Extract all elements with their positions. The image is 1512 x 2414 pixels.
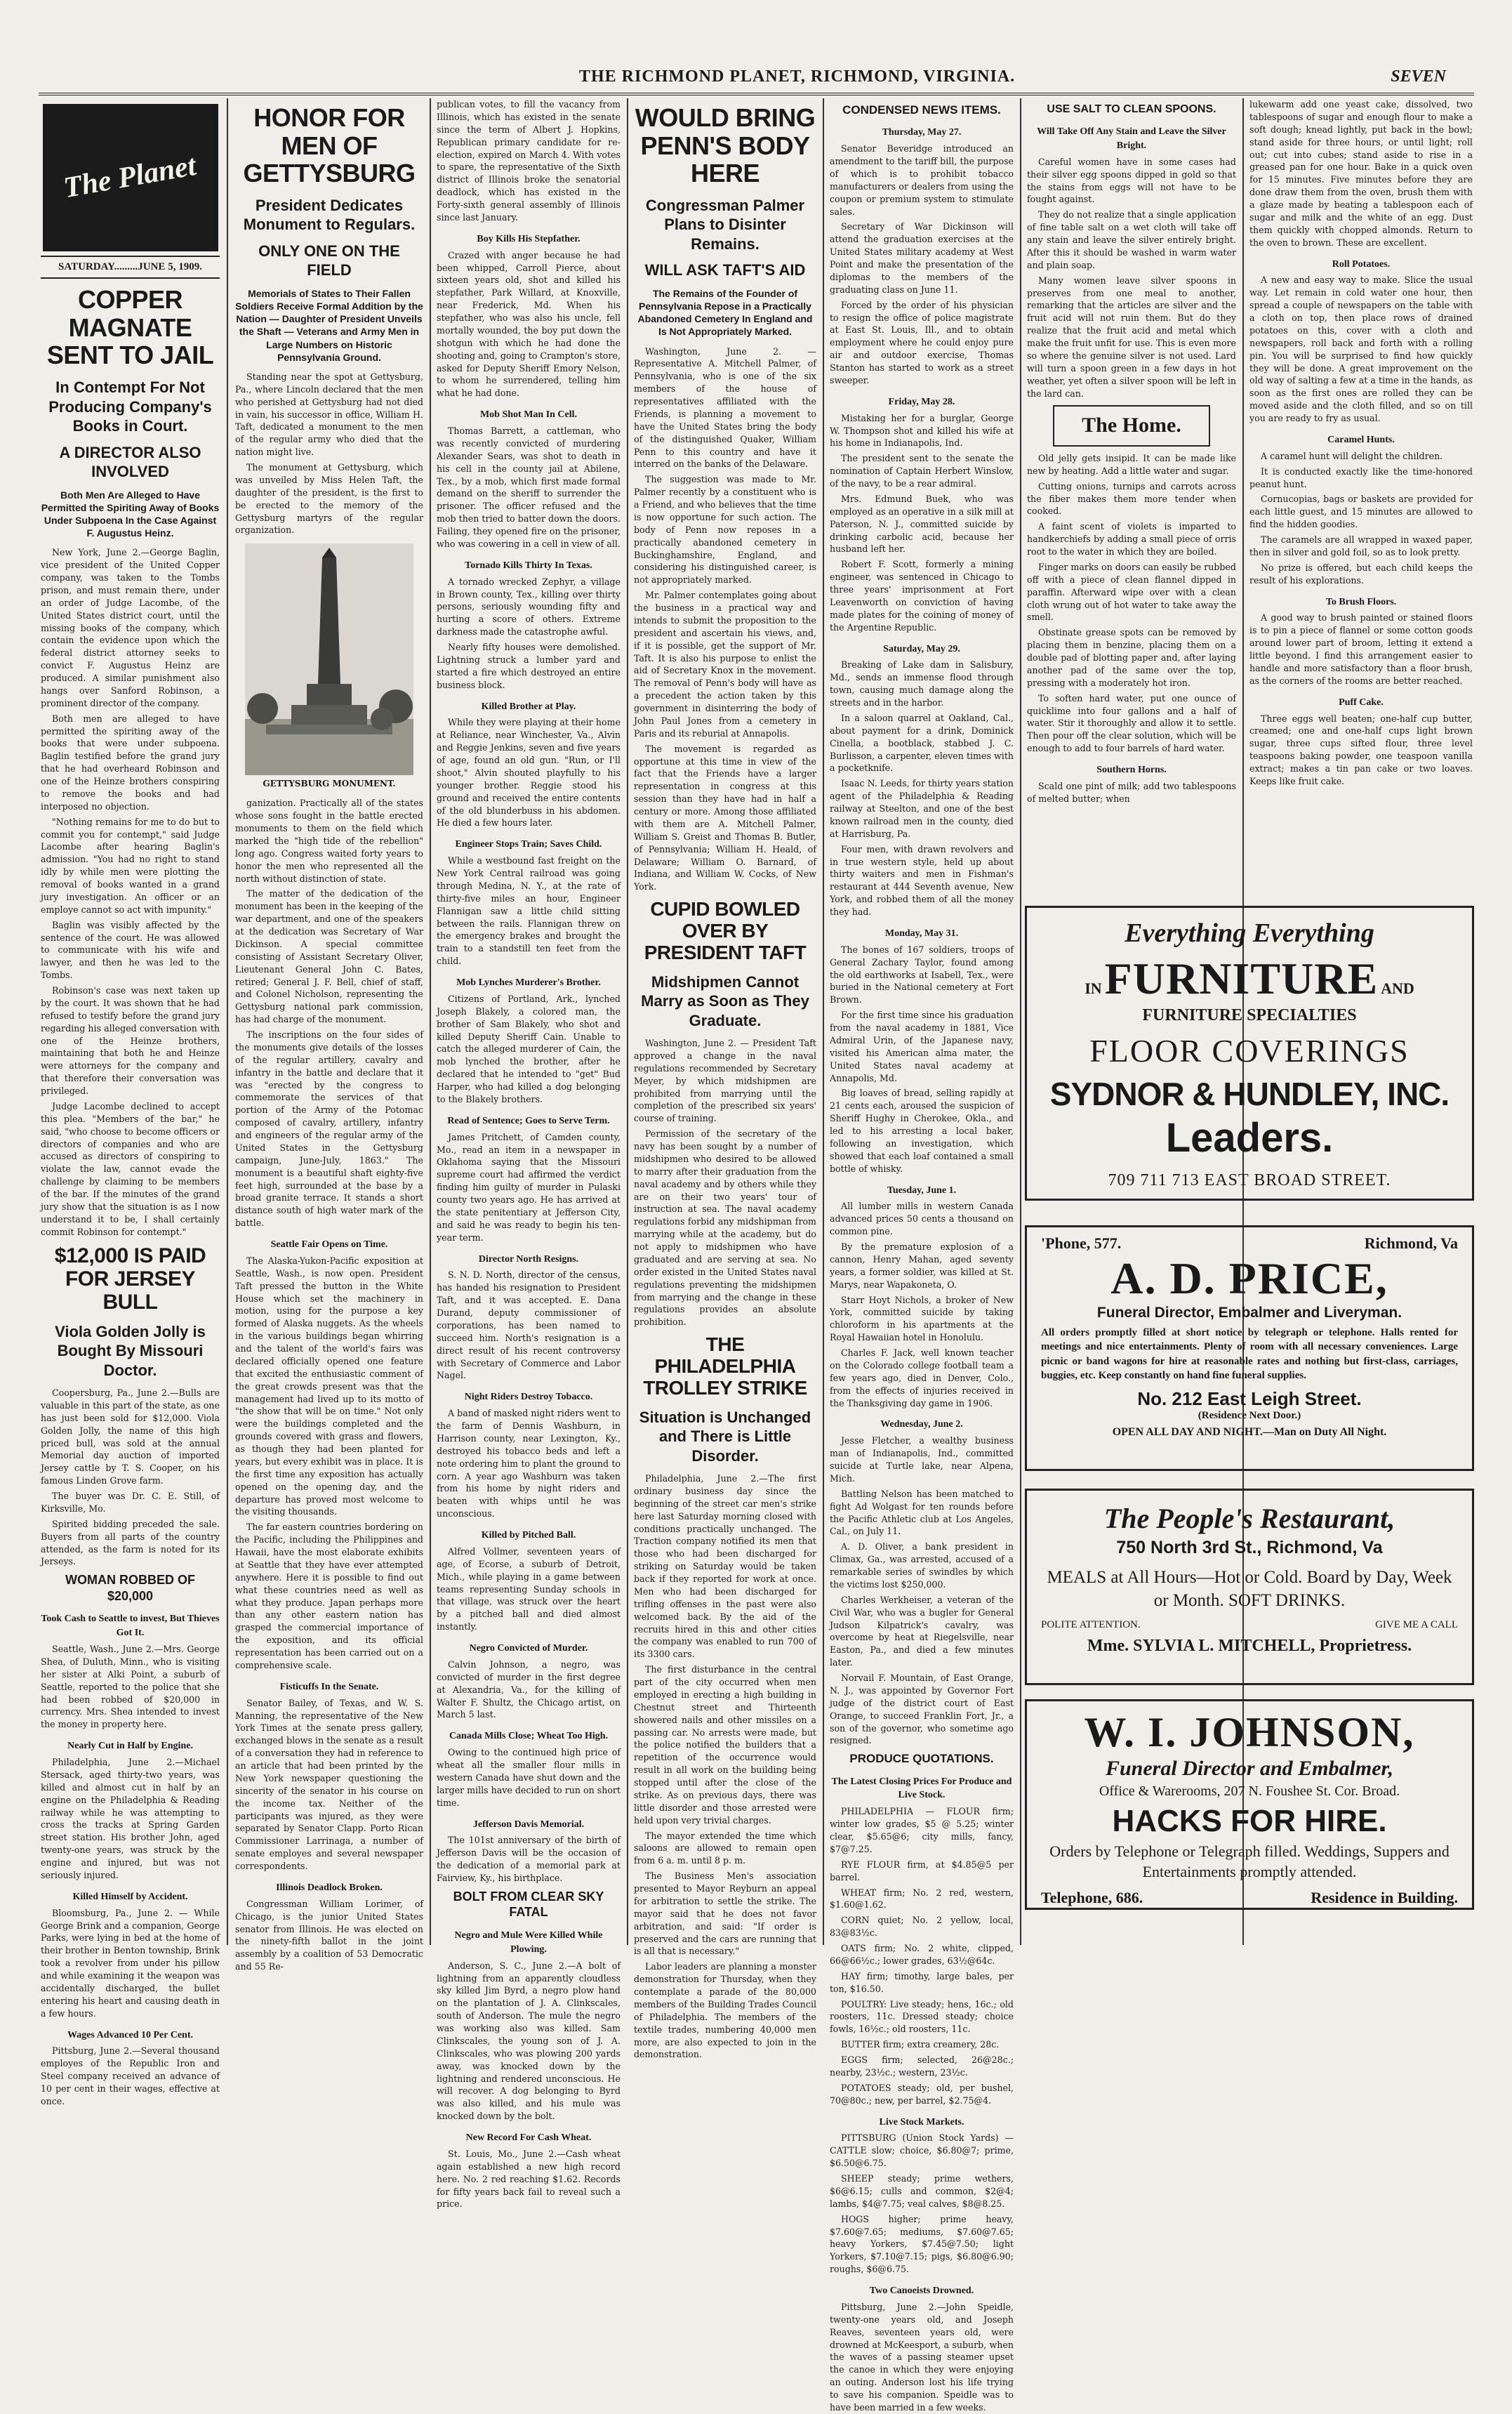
ad-line: AND xyxy=(1381,980,1414,997)
article-paragraph: While a westbound fast freight on the New York Central railroad was going through Medina, N. Y., at the rate of thirty-five miles an hour, Engineer Flannigan saw a little child sitting between the rails. Flannigan threw on the emergency brakes and brought the train to a standstill ten feet from the child. xyxy=(437,855,621,967)
article-paragraph: The Alaska-Yukon-Pacific exposition at Seattle, Wash., is now open. President Taft pressed the button in the White House which set the machinery in motion, using for the purpose a key formed of Alaska nuggets. As the wheels in the various buildings began whirring and the talent of the world's fairs was declared officially opened one feature that excited the enthusiastic comment of the great crowds present was that the management had lived up to its motto of "the show that will be on time." Not only were the buildings completed and the grounds covered with grass and flowers, as though they had been planted for years, but every exhibit was in place. It is the first time any exposition has actually opened on the opening day, and the departure has proved most welcome to the visiting thousands. xyxy=(235,1255,423,1517)
news-item: A. D. Oliver, a bank president in Climax, Ga., was arrested, accused of a remarkable series of swindles by which the victims lost $250,000. xyxy=(830,1541,1014,1590)
article-paragraph: A tornado wrecked Zephyr, a village in Brown county, Tex., killing over thirty persons, seriously wounding fifty and hurting a score of others. Extreme darkness made the catastrophe awful. xyxy=(437,576,621,638)
article-paragraph: The 101st anniversary of the birth of Jefferson Davis will be the occasion of the dedication of a memorial park at Fairview, Ky., his birthplace. xyxy=(437,1835,621,1883)
ad-line: IN xyxy=(1085,980,1102,997)
ad-line: Orders by Telephone or Telegraph filled. Weddings, Suppers and Entertainments promptly attended. xyxy=(1049,1842,1450,1880)
article-paragraph: A new and easy way to make. Slice the usual way. Let remain in cold water one hour, then spread a couple of newspapers on the table with a cloth on top, then place rows of drained potatoes on this, cover with a cloth and newspapers, roll back and forth with a rolling pin. You will be surprised to find how quickly they will be done. A great improvement on the old way of salting a few at a time in the hands, as soon as the first ones are rolled they can be moved aside and the cloth filled, and so on till you are ready to fry as usual. xyxy=(1249,275,1473,423)
article-paragraph: Congressman William Lorimer, of Chicago, is the junior United States senator from Illinois. He was elected on the ninety-fifth ballot in the joint assembly by a coalition of 53 Democratic and 55 Re- xyxy=(235,1898,423,1972)
section-title: PRODUCE QUOTATIONS. xyxy=(849,1752,994,1766)
headline: $12,000 IS PAID FOR JERSEY BULL xyxy=(54,1244,206,1314)
ad-line: All orders promptly filled at short notice by telegraph or telephone. Halls rented for meetings and nice entertainments. Plenty of room with all necessary conveniences. Large picnic or band wagons for hire at reasonable rates and nothing but first-class, carriages, buggies, etc. Keep constantly on hand fine funeral supplies. xyxy=(1041,1327,1458,1381)
deck: Took Cash to Seattle to invest, But Thieves Got It. xyxy=(41,1614,220,1639)
article-paragraph: Anderson, S. C., June 2.—A bolt of lightning from an apparently cloudless sky killed Jim Byrd, a negro plow hand on the plantation of J. A. Clinkscales, south of Anderson. The mule the negro was working also was killed. Sam Clinkscales, the young son of J. A. Clinkscales, who was plowing 200 yards away, was knocked down by the lightning and rendered unconscious. He will recover. A dog belonging to Byrd was also killed, and his mule was knocked down by the bolt. xyxy=(437,1960,621,2122)
ad-line: SYDNOR & HUNDLEY, INC. xyxy=(1049,1076,1450,1112)
article-paragraph: Both men are alleged to have permitted the spiriting away of the books that were under subpoena. Baglin testified before the grand jury that he had overheard Robinson and one of the Heinze brothers conspiring to remove the books and had interposed no objection. xyxy=(41,713,220,812)
article-paragraph: Finger marks on doors can easily be rubbed off with a piece of clean flannel dipped in paraffin. Afterward wipe over with a clean cloth wrung out of hot water to take away the smell. xyxy=(1027,561,1236,623)
article-paragraph: The movement is regarded as opportune at this time in view of the fact that the Friends have a larger representation in congress at this session than they have had in half a century or more. Among those affiliated with them are A. Mitchell Palmer, William S. Greist and Thomas B. Butler, of Pennsylvania; William H. Heald, of Delaware; William O. Barnard, of Indiana, and William W. Cocks, of New York. xyxy=(634,743,816,892)
column-rule xyxy=(1020,98,1021,1945)
subheadline: President Dedicates Monument to Regulars. xyxy=(243,196,416,234)
column-6 xyxy=(1027,98,1236,892)
column-rule xyxy=(627,98,628,1945)
article-paragraph: Coopersburg, Pa., June 2.—Bulls are valuable in this part of the state, as one has just been sold for $12,000. Viola Golden Jolly, the name of this high priced bull, was sold at the annual Memorial day auction of imported Jersey cattle by T. S. Cooper, on his famous Linden Grove farm. xyxy=(41,1387,220,1486)
masthead xyxy=(39,65,1474,95)
ad-line: GIVE ME A CALL xyxy=(1375,1619,1458,1630)
ad-line: FLOOR COVERINGS xyxy=(1089,1033,1410,1069)
article-paragraph: It is conducted exactly like the time-honored peanut hunt. xyxy=(1249,466,1473,489)
ad-line: OPEN ALL DAY AND NIGHT.—Man on Duty All Night. xyxy=(1112,1426,1387,1438)
deck: The Latest Closing Prices For Produce and Live Stock. xyxy=(831,1776,1012,1801)
section-heading: Wages Advanced 10 Per Cent. xyxy=(67,2029,193,2040)
subheadline: Congressman Palmer Plans to Disinter Remains. xyxy=(645,196,805,253)
article-paragraph: Three eggs well beaten; one-half cup butter, creamed; one and one-half cups light brown sugar, three cups sifted flour, three level teaspoons baking powder, one teaspoon vanilla extract; makes a tin pan cake or two loaves. Keeps like fruit cake. xyxy=(1249,713,1473,786)
quote-line: PHILADELPHIA — FLOUR firm; winter low grades, $5 @ 5.25; winter clear, $5.65@6; city mills, fancy, $7@7.25. xyxy=(830,1806,1014,1854)
quote-line: WHEAT firm; No. 2 red, western, $1.60@1.62. xyxy=(830,1887,1014,1911)
news-item: Robert F. Scott, formerly a mining engineer, was sentenced in Chicago to three years' imprisonment at Fort Leavenworth on conviction of having made plates for the coining of money of the Argentine Republic. xyxy=(830,559,1014,633)
article-paragraph: The caramels are all wrapped in waxed paper, then in silver and gold foil, so as to look pretty. xyxy=(1249,534,1473,558)
quote-line: RYE FLOUR firm, at $4.85@5 per barrel. xyxy=(830,1859,1014,1882)
headline: THE PHILADELPHIA TROLLEY STRIKE xyxy=(643,1333,807,1399)
article-paragraph: The Business Men's association presented to Mayor Reyburn an appeal for arbitration to settle the strike. The mayor said that he does not favor arbitration, and said: "If order is preserved and the cars are running that is all that is necessary." xyxy=(634,1871,816,1957)
section-heading: Tornado Kills Thirty In Texas. xyxy=(465,560,592,571)
section-heading: Director North Resigns. xyxy=(478,1253,579,1265)
article-paragraph: Scald one pint of milk; add two tablespoons of melted butter; when xyxy=(1027,780,1236,804)
date-heading: Thursday, May 27. xyxy=(882,127,962,138)
section-heading: Nearly Cut in Half by Engine. xyxy=(67,1741,193,1752)
section-heading: Two Canoeists Drowned. xyxy=(869,2286,974,2296)
headline: WOMAN ROBBED OF $20,000 xyxy=(65,1573,195,1603)
article-paragraph: Citizens of Portland, Ark., lynched Joseph Blakely, a colored man, the brother of Sam Blakely, who shot and killed Deputy Sheriff Cain. Unable to catch the alleged murderer of Cain, the mob lynched the brother, after he declared that he intended to "get" Bud Harper, who had killed a dog belonging to the Blakely brothers. xyxy=(437,993,621,1104)
image-caption: GETTYSBURG MONUMENT. xyxy=(263,779,396,789)
quote-line: EGGS firm; selected, 26@28c.; nearby, 23½c.; western, 23½c. xyxy=(830,2054,1014,2078)
quote-line: OATS firm; No. 2 white, clipped, 66@66½c.; lower grades, 63½@64c. xyxy=(830,1943,1014,1966)
quote-line: POULTRY: Live steady; hens, 16c.; old roosters, 11c. Dressed steady; choice fowls, 16½c.; old roosters, 11c. xyxy=(830,1998,1014,2035)
gettysburg-monument-illustration xyxy=(245,543,413,775)
section-heading: Boy Kills His Stepfather. xyxy=(477,233,581,244)
article-paragraph: Cutting onions, turnips and carrots across the fiber makes them more tender when cooked. xyxy=(1027,480,1236,517)
section-heading: Mob Shot Man In Cell. xyxy=(479,409,578,421)
article-paragraph: The matter of the dedication of the monument has been in the keeping of the war department, and one of the speakers at the dedication was Secretary of War Dickinson. A special committee consisting of Assistant Secretary Oliver, Lieutenant General John C. Bates, retired; General J. F. Bell, chief of staff, and Colonel Nicholson, representing the Gettysburg national park commission, has had charge of the monument. xyxy=(235,888,423,1025)
section-heading: Caramel Hunts. xyxy=(1327,434,1395,445)
article-paragraph: Standing near the spot at Gettysburg, Pa., where Lincoln declared that the men who perished at Gettysburg had not died in vain, his successor in office, William H. Taft, dedicated a monument to the men of the regular army who died that the nation might live. xyxy=(235,371,423,458)
article-paragraph: Permission of the secretary of the navy has been sought by a number of midshipmen who desired to be allowed to marry after their graduation from the naval academy and by others while they are on their two years' tour of instruction at sea. The naval academy regulations forbid any midshipman from marrying while at the academy, but do not apply to midshipmen who have graduated and are serving at sea. No order existed in the United States naval regulations preventing the midshipmen from marrying and the change in these regulations provides an absolute prohibition. xyxy=(634,1128,816,1328)
section-heading: Mob Lynches Murderer's Brother. xyxy=(456,977,601,988)
date-heading: Tuesday, June 1. xyxy=(887,1185,957,1196)
article-paragraph: The buyer was Dr. C. E. Still, of Kirksville, Mo. xyxy=(41,1491,220,1514)
article-paragraph: Bloomsburg, Pa., June 2. — While George Brink and a companion, George Parks, were lying in bed at the home of their brother in Benton township, Brink took a revolver from under his pillow and while examining it the weapon was accidentally discharged, the bullet entering his heart and causing death in a few hours. xyxy=(41,1907,220,2019)
ad-line: Residence in Building. xyxy=(1311,1889,1458,1907)
article-paragraph: Seattle, Wash., June 2.—Mrs. George Shea, of Duluth, Minn., who is visiting her sister at Alki Point, a suburb of Seattle, reported to the police that she had been robbed of $20,000 in currency. Mrs. Shea intended to invest the money in property here. xyxy=(41,1644,220,1730)
column-rule xyxy=(430,98,431,1945)
ad-line: Leaders. xyxy=(1165,1115,1334,1161)
news-item: Battling Nelson has been matched to fight Ad Wolgast for ten rounds before the Pacific Athletic club at Los Angeles, Cal., on July 11. xyxy=(830,1488,1014,1537)
article-paragraph: A caramel hunt will delight the children. xyxy=(1261,450,1443,461)
ad-line: Richmond, Va xyxy=(1364,1234,1458,1252)
article-paragraph: A band of masked night riders went to the farm of Dennis Washburn, in Harrison county, near Lexington, Ky., destroyed his tobacco beds and left a note ordering him to plant the ground to corn. A year ago Washburn was taken from his home by night riders and beaten with whips until he was unconscious. xyxy=(437,1408,621,1519)
deck: Will Take Off Any Stain and Leave the Silver Bright. xyxy=(1037,126,1226,151)
news-item: Norvail F. Mountain, of East Orange, N. J., was appointed by Governor Fort judge of the district court of East Orange, to succeed Franklin Fort, Jr., a son of the governor, who sometime ago resigned. xyxy=(830,1673,1014,1746)
article-paragraph: Robinson's case was next taken up by the court. It was shown that he had refused to testify before the grand jury regarding his alleged conversation with one of the Heinze brothers, maintaining that both he and Heinze were attorneys for the company and that therefore their conversation was privileged. xyxy=(41,985,220,1097)
article-paragraph: Philadelphia, June 2.—The first ordinary business day since the beginning of the street car men's strike here last Saturday morning closed with conditions practically unchanged. The Traction company notified its men that those who had been discharged for striking on Saturday would be taken back if they reported for work at once. Men who had been discharged for trifling offenses in the past were also welcomed back. By the aid of the recruits hired in this and other cities the company was enabled to run 700 of its 3300 cars. xyxy=(634,1473,816,1660)
news-item: Charles Werkheiser, a veteran of the Civil War, who was a bugler for General Judson Kilpatrick's cavalry, was overcome by heat at Riegelsville, near Easton, Pa., and died a few minutes later. xyxy=(830,1594,1014,1668)
news-item: Charles F. Jack, well known teacher on the Colorado college football team a few years ago, died in Denver, Colo., from the effects of injuries received in the Thanksgiving day game in 1906. xyxy=(830,1347,1014,1409)
article-paragraph: publican votes, to fill the vacancy from Illinois, which has existed in the senate since the term of Albert J. Hopkins, Republican primary candidate for re-election, expired on March 4. With votes to spare, the representative of the Sixth district of Illinois broke the senatorial deadlock, which has existed in the Forty-sixth general assembly of Illinois since last January. xyxy=(437,99,621,223)
quote-line: HAY firm; timothy, large bales, per ton, $16.50. xyxy=(830,1970,1014,1994)
article-paragraph: Baglin was visibly affected by the sentence of the court. He was allowed to communicate with his wife and lawyer, and then he was led to the Tombs. xyxy=(41,919,220,981)
article-paragraph: They do not realize that a single application of fine table salt on a wet cloth will take off any stain and leave the silver entirely bright. After this it should be washed in warm water and plain soap. xyxy=(1027,209,1236,270)
ad-line: The People's Restaurant, xyxy=(1103,1503,1395,1534)
section-heading: Killed Himself by Accident. xyxy=(72,1891,188,1902)
news-item: The president sent to the senate the nomination of Captain Herbert Winslow, of the navy, to be a rear admiral. xyxy=(830,453,1014,489)
news-item: Jesse Fletcher, a wealthy business man of Indianapolis, Ind., committed suicide at Turtle lake, near Alpena, Mich. xyxy=(830,1435,1014,1484)
news-item: Forced by the order of his physician to resign the office of police magistrate at East St. Louis, Ill., and to obtain employment where he could enjoy pure air and outdoor exercise, Thomas Stanton has started to work as a street sweeper. xyxy=(830,299,1014,385)
article-paragraph: The mayor extended the time which saloons are allowed to remain open from 6 a. m. until 8 p. m. xyxy=(634,1830,816,1866)
issue-date: SATURDAY.........JUNE 5, 1909. xyxy=(41,256,220,279)
article-paragraph: The far eastern countries bordering on the Pacific, including the Philippines and Hawaii, have the most elaborate exhibits at Seattle that they have ever attempted anywhere. Here it is possible to find out what these countries need as well as what they produce. Japan perhaps more than any other eastern nation has grasped the commercial importance of the exposition, and its official representation has been carried out on a comprehensive scale. xyxy=(235,1522,423,1670)
section-heading: Engineer Stops Train; Saves Child. xyxy=(455,839,602,850)
ad-line: Funeral Director and Embalmer, xyxy=(1105,1757,1394,1780)
article-paragraph: A faint scent of violets is imparted to handkerchiefs by adding a small piece of orris root to the water in which they are boiled. xyxy=(1027,521,1236,558)
page-number: SEVEN xyxy=(1391,67,1446,86)
article-paragraph: The inscriptions on the four sides of the monuments give details of the losses of the regular artillery, cavalry and infantry in the battle and declare that it was "erected by the congress to commemorate the services of that portion of the Army of the Potomac composed of cavalry, artillery, infantry and engineers of the regular army of the United States in the Gettysburg campaign, June-July, 1863." The monument is a beautiful shaft eighty-five feet high, surrounded at the base by a broad granite terrace. It stands a short distance south of high water mark of the battle. xyxy=(235,1029,423,1229)
deck: Negro and Mule Were Killed While Plowing. xyxy=(454,1930,603,1955)
headline: WOULD BRING PENN'S BODY HERE xyxy=(635,103,816,188)
column-5 xyxy=(830,98,1014,2413)
section-heading: New Record For Cash Wheat. xyxy=(465,2132,592,2143)
ad-line: Everything Everything xyxy=(1125,918,1374,948)
news-item: In a saloon quarrel at Oakland, Cal., about payment for a drink, Dominick Cinella, a bootblack, stabbed J. C. Burlisson, a carpenter, eleven times with a pocketknife. xyxy=(830,712,1014,774)
news-item: Mistaking her for a burglar, George W. Thompson shot and killed his wife at his home in Indianapolis, Ind. xyxy=(830,412,1014,449)
subheadline: Situation is Unchanged and There is Little Disorder. xyxy=(639,1408,811,1465)
ad-line: W. I. JOHNSON, xyxy=(1084,1709,1415,1755)
ad-line: 709 711 713 EAST BROAD STREET. xyxy=(1108,1171,1391,1189)
ad-line: Office & Warerooms, 207 N. Foushee St. Cor. Broad. xyxy=(1099,1783,1400,1799)
article-paragraph: "Nothing remains for me to do but to commit you for contempt," said Judge Lacombe after hearing Baglin's admission. "You had no right to stand idly by while men were plotting the removal of books wanted in a grand jury investigation. An officer or an employe cannot so act with impunity." xyxy=(41,816,220,915)
article-paragraph: Mr. Palmer contemplates going about the business in a practical way and intends to submit the proposition to the president and ascertain his views, and, if it is possible, get the support of Mr. Taft. It is also his purpose to enlist the aid of Secretary Knox in the movement. The removal of Penn's body will have as a precedent the action taken by this government in disinterring the body of John Paul Jones from a cemetery in Paris and its reburial at Annapolis. xyxy=(634,590,816,739)
ad-line: Mme. SYLVIA L. MITCHELL, Proprietress. xyxy=(1087,1637,1412,1655)
section-title: CONDENSED NEWS ITEMS. xyxy=(842,103,1001,117)
section-heading: Jefferson Davis Memorial. xyxy=(472,1819,585,1830)
johnson-advertisement xyxy=(1025,1699,1474,1910)
quote-line: POTATOES steady; old, per bushel, 70@80c.; new, per barrel, $2.75@4. xyxy=(830,2082,1014,2106)
article-paragraph: Washington, June 2. — President Taft approved a change in the naval regulations recommended by Secretary Meyer, by which midshipmen are prohibited from marrying until the completion of the prescribed six years' course of training. xyxy=(634,1038,816,1124)
column-1 xyxy=(41,98,220,2106)
subheadline: Midshipmen Cannot Marry as Soon as They Graduate. xyxy=(641,972,809,1029)
section-heading: Seattle Fair Opens on Time. xyxy=(270,1239,388,1251)
restaurant-advertisement xyxy=(1025,1489,1474,1685)
section-heading: Southern Horns. xyxy=(1096,765,1167,776)
quote-line: BUTTER firm; extra creamery, 28c. xyxy=(841,2039,1000,2050)
article-paragraph: Crazed with anger because he had been whipped, Carroll Pierce, about sixteen years old, shot and killed his stepfather, Park Willard, at Knoxville, near Frederick, Md. When his stepfather, who was also his uncle, fell mortally wounded, the boy put down the shotgun with which he had done the shooting and, going to Crampton's store, asked for Deputy Sheriff Emory Nelson, to whom he surrendered, telling him what he had done. xyxy=(437,249,621,399)
price-advertisement xyxy=(1025,1225,1474,1471)
column-rule xyxy=(227,98,228,1945)
ad-line: (Residence Next Door.) xyxy=(1198,1410,1301,1421)
ad-line: FURNITURE SPECIALTIES xyxy=(1142,1006,1357,1024)
news-item: Isaac N. Leeds, for thirty years station agent of the Philadelphia & Reading railway at Steelton, and one of the best known railroad men in the county, died at Harrisburg, Pa. xyxy=(830,778,1014,839)
news-item: By the premature explosion of a cannon, Henry Mahan, aged seventy years, a former soldier, was killed at St. Marys, near Wapakoneta, O. xyxy=(830,1241,1014,1290)
deck: Memorials of States to Their Fallen Soldiers Receive Formal Addition by the Nation — Daughter of President Unveils the Shaft — Veterans and Army Men in Large Numbers on Historic Pennsylvania Ground. xyxy=(235,287,423,363)
section-heading: Read of Sentence; Goes to Serve Term. xyxy=(447,1115,610,1126)
article-paragraph: The monument at Gettysburg, which was unveiled by Miss Helen Taft, the daughter of the president, is the first to be erected to the memory of the Gettysburg martyrs of the regular organization. xyxy=(235,462,423,536)
section-heading: Killed Brother at Play. xyxy=(481,701,576,712)
news-item: Breaking of Lake dam in Salisbury, Md., sends an immense flood through town, causing much damage along the streets and in the harbor. xyxy=(830,659,1014,708)
section-heading: Puff Cake. xyxy=(1339,697,1384,708)
logo-text: The Planet xyxy=(61,150,199,205)
section-title: USE SALT TO CLEAN SPOONS. xyxy=(1047,103,1216,115)
deck: The Remains of the Founder of Pennsylvania Repose in a Practically Abandoned Cemetery In England and Is Not Appropriately Marked. xyxy=(637,287,813,338)
article-paragraph: ganization. Practically all of the states whose sons fought in the battle erected monuments to them on the field which marked the "high tide of the rebellion" long ago. Congress waited forty years to honor the men who represented all the north without distinction of state. xyxy=(235,798,423,884)
article-paragraph: Obstinate grease spots can be removed by placing them in benzine, placing them on a double pad of blotting paper and, after laying another pad of the same over the top, pressing with a moderately hot iron. xyxy=(1027,627,1236,688)
headline: BOLT FROM CLEAR SKY FATAL xyxy=(453,1889,604,1920)
ad-line: 750 North 3rd St., Richmond, Va xyxy=(1116,1538,1383,1557)
subheadline: A DIRECTOR ALSO INVOLVED xyxy=(59,443,201,481)
article-paragraph: Senator Bailey, of Texas, and W. S. Manning, the representative of the New York Times at the senate press gallery, exchanged blows in the senate as a result of a conversation they had in reference to an article that had been printed by the New York newspaper questioning the sincerity of the senator in his course on the income tax. Neither of the participants was injured, as they were separated by Senator Clapp. Porto Rican Commissioner Larrinaga, a number of senate employes and several newspaper correspondents. xyxy=(235,1697,423,1872)
news-item: Senator Beveridge introduced an amendment to the tariff bill, the purpose of which is to prohibit tobacco manufacturers or dealers from using the coupon or premium system to stimulate sales. xyxy=(830,143,1014,217)
section-heading: Fisticuffs In the Senate. xyxy=(279,1681,379,1692)
home-section-header: The Home. xyxy=(1053,405,1210,447)
news-item: The bones of 167 soldiers, troops of General Zachary Taylor, found among the old earthworks at Isabell, Tex., were buried in the National cemetery at Fort Brown. xyxy=(830,944,1014,1005)
date-heading: Saturday, May 29. xyxy=(883,643,960,654)
ad-line: POLITE ATTENTION. xyxy=(1041,1619,1141,1630)
article-paragraph: Labor leaders are planning a monster demonstration for Thursday, when they contemplate a parade of the 80,000 members of the Building Trades Council of Philadelphia. The members of the textile trades, numbering 40,000 men more, are also expected to join in the demonstration. xyxy=(634,1961,816,2060)
article-paragraph: lukewarm add one yeast cake, dissolved, two tablespoons of sugar and enough flour to make a soft dough; knead lightly, put back in the bowl; stand aside for three hours, or until light; roll out; cut into cubes; stand aside to rise in a greased pan for one hour. Bake in a quick oven for 15 minutes. Five minutes before they are done draw them from the oven, brush them with a glaze made by beating a tablespoon each of sugar and milk and the white of an egg. Dust them quickly with chopped almonds. Return to the oven to brown. These are excellent. xyxy=(1249,99,1473,248)
deck: Both Men Are Alleged to Have Permitted the Spiriting Away of Books Under Subpoena In the Case Against F. Augustus Heinz. xyxy=(41,489,220,539)
column-4 xyxy=(634,98,816,2060)
article-paragraph: Philadelphia, June 2.—Michael Stersack, aged thirty-two years, was killed and almost cut in half by an engine on the Philadelphia & Reading railway while he was attempting to cross the tracks at Spring Garden street station. His brother John, aged twenty-one years, was struck by the engine and injured, but was not seriously injured. xyxy=(41,1757,220,1880)
article-paragraph: Old jelly gets insipid. It can be made like new by heating. Add a little water and sugar. xyxy=(1027,452,1236,476)
article-paragraph: Alfred Vollmer, seventeen years of age, of Ecorse, a suburb of Detroit, Mich., while playing in a game between teams representing Sunday schools in that village, was struck over the heart by a pitched ball and died almost instantly. xyxy=(437,1545,621,1633)
quote-line: HOGS higher; prime heavy, $7.60@7.65; mediums, $7.60@7.65; heavy Yorkers, $7.45@7.50; light Yorkers, $7.10@7.15; pigs, $6.80@6.90; roughs, $6@6.75. xyxy=(830,2213,1014,2275)
quote-line: CORN quiet; No. 2 yellow, local, 83@83½c. xyxy=(830,1915,1014,1939)
ad-line: FURNITURE xyxy=(1104,954,1379,1003)
article-paragraph: The first disturbance in the central part of the city occurred when men employed in erecting a high building in Chestnut street and Thirteenth showered nails and other missiles on a passing car. No arrests were made, but the police notified the builders that a repetition of the occurrence would result in all work on the building being stopped until after the close of the strike. As on previous days, there was little disorder and those arrested were held upon very trivial charges. xyxy=(634,1664,816,1826)
article-paragraph: Owing to the continued high price of wheat all the smaller flour mills in western Canada have shut down and the larger mills have decided to run on short time. xyxy=(437,1747,621,1808)
article-paragraph: The suggestion was made to Mr. Palmer recently by a constituent who is a Friend, and who believes that the time is now opportune for such action. The body of Penn now reposes in a practically abandoned cemetery in Buckinghamshire, England, and considering his distinguished career, is not appropriately marked. xyxy=(634,474,816,586)
planet-logo xyxy=(43,104,218,251)
article-paragraph: Nearly fifty houses were demolished. Lightning struck a lumber yard and started a fire which destroyed an entire business block. xyxy=(437,642,621,690)
column-2 xyxy=(235,98,423,1972)
article-paragraph: S. N. D. North, director of the census, has handed his resignation to President Taft, and it was accepted. E. Dana Durand, deputy commissioner of corporations, has been named to succeed him. North's resignation is a direct result of his recent controversy with Secretary of Commerce and Labor Nagel. xyxy=(437,1269,621,1381)
date-heading: Wednesday, June 2. xyxy=(880,1419,963,1430)
ad-line: MEALS at All Hours—Hot or Cold. Board by Day, Week or Month. SOFT DRINKS. xyxy=(1047,1568,1452,1610)
article-paragraph: Thomas Barrett, a cattleman, who was recently convicted of murdering Alexander Sears, was shot to death in his cell in the county jail at Abilene, Tex., by a mob, which first made formal demand on the sheriff to surrender the prisoner. The officer refused and the mob then tried to batter down the doors. Failing, they opened fire on the prisoner, who was cowering in a cell in view of all. xyxy=(437,426,621,549)
headline: CUPID BOWLED OVER BY PRESIDENT TAFT xyxy=(644,898,807,963)
news-item: Starr Hoyt Nichols, a broker of New York, committed suicide by taking chloroform in his apartments at the Royal Hawaiian hotel in Honolulu. xyxy=(830,1294,1014,1343)
quote-line: SHEEP steady; prime wethers, $6@6.15; culls and common, $2@4; lambs, $4@7.75; veal calves, $8@8.25. xyxy=(830,2173,1014,2209)
ad-line: Telephone, 686. xyxy=(1041,1889,1143,1907)
quote-line: PITTSBURG (Union Stock Yards) — CATTLE slow; choice, $6.80@7; prime, $6.50@6.75. xyxy=(830,2132,1014,2169)
news-item: Mrs. Edmund Buek, who was employed as an operative in a silk mill at Paterson, N. J., committed suicide by drinking carbolic acid, because her husband left her. xyxy=(830,493,1014,555)
article-paragraph: A good way to brush painted or stained floors is to pin a piece of flannel or some cotton goods around lower part of broom, letting it extend a little beyond. I find this arrangement easier to handle and more satisfactory than a floor brush, as the corners of the rooms are better reached. xyxy=(1249,612,1473,686)
column-7 xyxy=(1249,98,1473,892)
ad-line: Funeral Director, Embalmer and Liveryman. xyxy=(1096,1305,1402,1321)
article-paragraph: James Pritchett, of Camden county, Mo., read an item in a newspaper in Oklahoma saying that the Missouri supreme court had affirmed the verdict finding him guilty of murder in Pulaski county two years ago. He has arrived at the state penitentiary at Jefferson City, and said he was ready to begin his ten-year term. xyxy=(437,1131,621,1243)
article-paragraph: Pittsburg, June 2.—Several thousand employes of the Republic Iron and Steel company received an advance of 10 per cent in their wages, effective at once. xyxy=(41,2045,220,2106)
ad-line: A. D. PRICE, xyxy=(1110,1253,1388,1303)
section-heading: Killed by Pitched Ball. xyxy=(481,1530,576,1541)
article-paragraph: Calvin Johnson, a negro, was convicted of murder in the first degree at Alexandria, Va., for the killing of Walter F. Shultz, the Chicago artist, on March 5 last. xyxy=(437,1658,621,1720)
section-heading: To Brush Floors. xyxy=(1325,596,1397,607)
article-paragraph: Many women leave silver spoons in preserves from one meal to another, remarking that the articles are silver and the fruit acid will not ruin them. But do they realize that the fruit acid and metal which make the fruit unfit for use. This is even more so where the genuine silver is not used. Lard will turn a spoon green in a few days in hot weather, yet often a silver spoon will be left in the lard can. xyxy=(1027,275,1236,399)
subheadline: Viola Golden Jolly is Bought By Missouri Doctor. xyxy=(55,1322,206,1379)
article-paragraph: No prize is offered, but each child keeps the result of his explorations. xyxy=(1249,562,1473,586)
section-heading: Night Riders Destroy Tobacco. xyxy=(464,1392,593,1403)
news-item: Pittsburg, June 2.—John Speidle, twenty-one years old, and Joseph Reaves, seventeen years old, were drowned at McKeesport, a suburb, when the waves of a passing steamer upset the canoe in which they were enjoying an outing. Anderson lost his life trying to save his companion. Speidle was to have been married in a few weeks. xyxy=(830,2301,1014,2413)
section-heading: Negro Convicted of Murder. xyxy=(469,1643,588,1654)
article-paragraph: Washington, June 2. — Representative A. Mitchell Palmer, of Pennsylvania, who is one of the six members of the house of representatives affiliated with the Friends, is planning a movement to have the United States bring the body of the distinguished Quaker, William Penn to this country and have it interred on the banks of the Delaware. xyxy=(634,345,816,470)
news-item: Big loaves of bread, selling rapidly at 21 cents each, aroused the suspicion of Sheriff Hughy in Cherokee, Okla., and led to his arresting a local baker, following an investigation, which showed that each loaf contained a small bottle of whisky. xyxy=(830,1088,1014,1174)
article-paragraph: Spirited bidding preceded the sale. Buyers from all parts of the country attended, as the farm is noted for its Jerseys. xyxy=(41,1518,220,1567)
date-heading: Monday, May 31. xyxy=(884,928,959,939)
subheadline: WILL ASK TAFT'S AID xyxy=(644,261,806,279)
article-paragraph: To soften hard water, put one ounce of quicklime into four gallons and a half of water. Stir it thoroughly and allow it to settle. Then pour off the clear solution, which will be enough to add to four barrels of hard water. xyxy=(1027,692,1236,754)
column-3 xyxy=(437,98,621,2210)
article-paragraph: Careful women have in some cases had their silver egg spoons dipped in gold so that the stains from eggs will not have to be fought against. xyxy=(1027,156,1236,205)
article-paragraph: While they were playing at their home at Reliance, near Winchester, Va., Alvin and Reggie Jenkins, seven and five years of age, found an old gun. "Run, or I'll shoot," Alvin shouted playfully to his younger brother. Reggie stood his ground and received the entire contents of the old blunderbuss in his abdomen. He died a few hours later. xyxy=(437,717,621,829)
headline: HONOR FOR MEN OF GETTYSBURG xyxy=(243,103,416,188)
article-paragraph: Judge Lacombe declined to accept this plea. "Members of the bar," he said, "who choose to become officers or directors of companies and who are accused as directors of conspiring to violate the law, cannot evade the challenge by claiming to be members of the bar. If the minutes of the grand jury show that the situation is as I now understand it to be, I shall certainly commit Robinson for contempt." xyxy=(41,1100,220,1237)
date-heading: Friday, May 28. xyxy=(888,396,955,407)
ad-line: 'Phone, 577. xyxy=(1041,1234,1122,1252)
ad-line: HACKS FOR HIRE. xyxy=(1112,1804,1387,1838)
column-rule xyxy=(823,98,824,1945)
headline: COPPER MAGNATE SENT TO JAIL xyxy=(46,285,214,370)
section-heading: Roll Potatoes. xyxy=(1332,258,1391,270)
newspaper-title: THE RICHMOND PLANET, RICHMOND, VIRGINIA. xyxy=(579,67,1016,86)
news-item: All lumber mills in western Canada advanced prices 50 cents a thousand on common pine. xyxy=(830,1201,1014,1237)
section-heading: Illinois Deadlock Broken. xyxy=(276,1882,383,1893)
news-item: Secretary of War Dickinson will attend the graduation exercises at the United States military academy at West Point and make the presentation of the diplomas to the members of the graduating class on June 11. xyxy=(830,221,1014,295)
furniture-advertisement xyxy=(1025,906,1474,1201)
section-heading: Live Stock Markets. xyxy=(879,2116,964,2128)
news-item: Four men, with drawn revolvers and in true western style, held up about thirty waiters and men in Fishman's restaurant at 444 Seventh avenue, New York, and robbed them of all the money they had. xyxy=(830,843,1014,917)
subheadline: In Contempt For Not Producing Company's Books in Court. xyxy=(48,378,212,435)
news-item: For the first time since his graduation from the naval academy in 1881, Vice Admiral Urin, of the Japanese navy, visited his American alma mater, the United States naval academy at Annapolis, Md. xyxy=(830,1010,1014,1083)
article-paragraph: New York, June 2.—George Baglin, vice president of the United Copper company, was taken to the Tombs prison, and must remain there, under an order of Judge Lacombe, of the United States district court, until the missing books of the company, which contain the evidence upon which the federal district attorney seeks to convict F. Augustus Heinz are produced. A similar punishment also hangs over Sanford Robinson, a prominent director of the company. xyxy=(41,547,220,708)
article-paragraph: Cornucopias, bags or baskets are provided for each little guest, and 15 minutes are allowed to find the hidden goodies. xyxy=(1249,494,1473,530)
ad-line: No. 212 East Leigh Street. xyxy=(1137,1388,1362,1409)
article-paragraph: St. Louis, Mo., June 2.—Cash wheat again established a new high record here. No. 2 red reaching $1.62. Records for fifty years back fail to reveal such a price. xyxy=(437,2148,621,2210)
subheadline: ONLY ONE ON THE FIELD xyxy=(258,242,400,279)
section-heading: Canada Mills Close; Wheat Too High. xyxy=(449,1731,609,1742)
